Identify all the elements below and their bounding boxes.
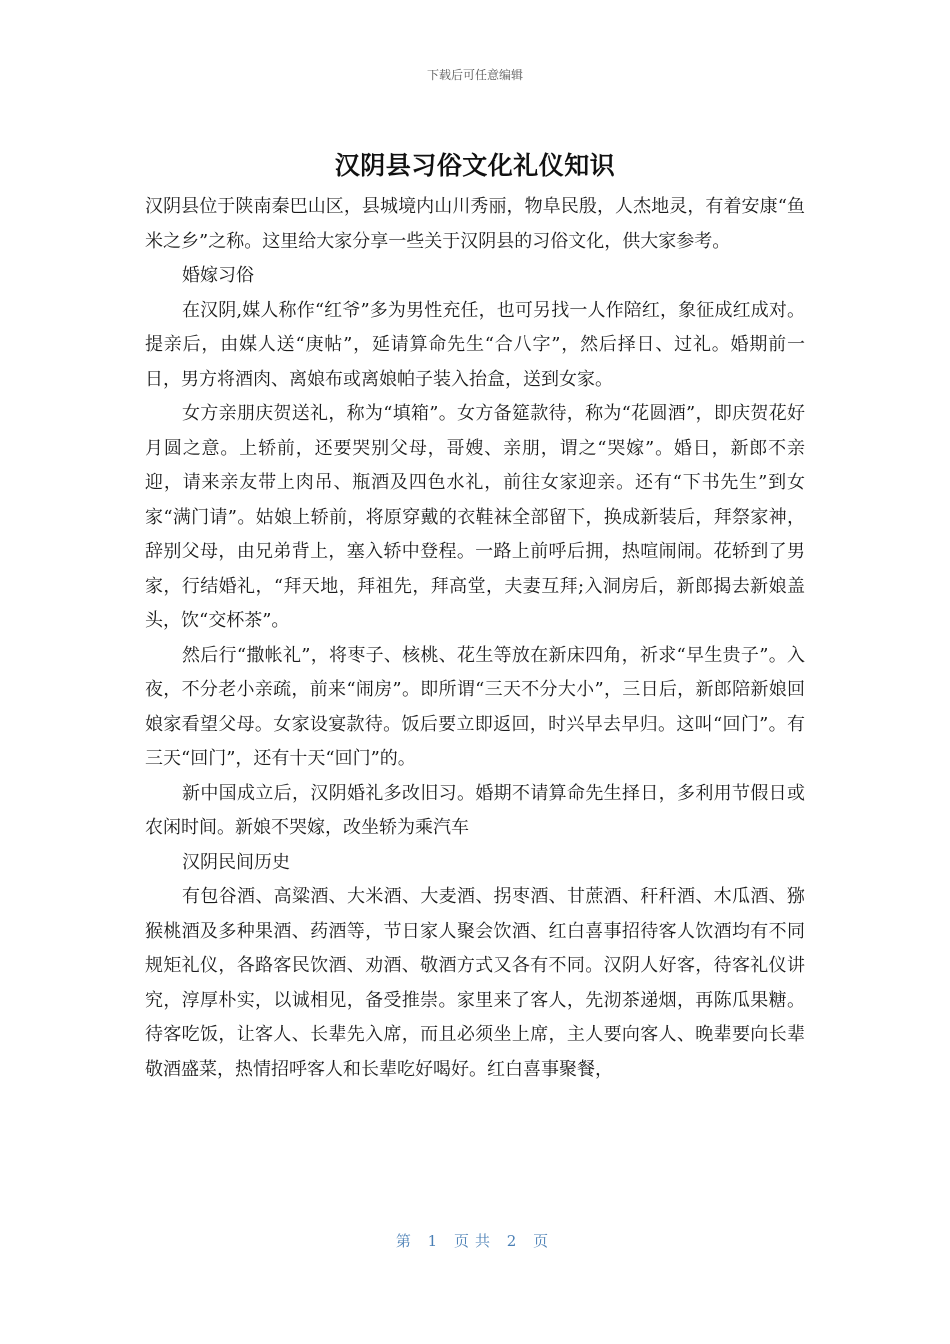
paragraph-liquor-customs: 有包谷酒、高粱酒、大米酒、大麦酒、拐枣酒、甘蔗酒、秆秆酒、木瓜酒、猕猴桃酒及多种果酒、药酒等，节日家人聚会饮酒、红白喜事招待客人饮酒均有不同规矩礼仪，各路客民饮酒、劝酒、敬酒方式又各有不同。汉阴人好客，待客礼仪讲究，淳厚朴实，以诚相见，备受推崇。家里来了客人，先沏茶递烟，再陈瓜果糖。待客吃饭，让客人、长辈先入席，而且必须坐上席，主人要向客人、晚辈要向长辈敬酒盛菜，热情招呼客人和长辈吃好喝好。红白喜事聚餐， [145, 886, 805, 1080]
document-title: 汉阴县习俗文化礼仪知识 [334, 151, 616, 180]
section-heading-wedding: 婚嫁习俗 [182, 265, 254, 286]
page-middle: 页共 [453, 1232, 496, 1250]
page-number [0, 1230, 950, 1251]
page-suffix: 页 [533, 1232, 555, 1250]
document-body [145, 190, 805, 1087]
paragraph-bride-family: 女方亲朋庆贺送礼，称为“填箱”。女方备筵款待，称为“花圆酒”，即庆贺花好月圆之意。上轿前，还要哭别父母，哥嫂、亲朋，谓之“哭嫁”。婚日，新郎不亲迎，请来亲友带上肉吊、瓶酒及四色水礼，前往女家迎亲。还有“下书先生”到女家“满门请”。姑娘上轿前，将原穿戴的衣鞋袜全部留下，换成新装后，拜祭家神，辞别父母，由兄弟背上，塞入轿中登程。一路上前呼后拥，热喧闹闹。花轿到了男家，行结婚礼，“拜天地，拜祖先，拜高堂，夫妻互拜;入洞房后，新郎揭去新娘盖头，饮“交杯茶”。 [145, 403, 805, 631]
intro-paragraph: 汉阴县位于陕南秦巴山区，县城境内山川秀丽，物阜民殷，人杰地灵，有着安康“鱼米之乡”之称。这里给大家分享一些关于汉阴县的习俗文化，供大家参考。 [145, 196, 805, 252]
page-total: 2 [506, 1232, 523, 1250]
paragraph-ceremony: 然后行“撒帐礼”，将枣子、核桃、花生等放在新床四角，祈求“早生贵子”。入夜，不分老小亲疏，前来“闹房”。即所谓“三天不分大小”，三日后，新郎陪新娘回娘家看望父母。女家设宴款待。饭后要立即返回，时兴早去早归。这叫“回门”。有三天“回门”，还有十天“回门”的。 [145, 644, 805, 769]
paragraph-modern-wedding: 新中国成立后，汉阴婚礼多改旧习。婚期不请算命先生择日，多利用节假日或农闲时间。新娘不哭嫁，改坐轿为乘汽车 [145, 782, 805, 838]
paragraph-matchmaker: 在汉阴,媒人称作“红爷”多为男性充任，也可另找一人作陪红，象征成红成对。提亲后，由媒人送“庚帖”，延请算命先生“合八字”，然后择日、过礼。婚期前一日，男方将酒肉、离娘布或离娘帕子装入抬盒，送到女家。 [145, 299, 805, 390]
page-current: 1 [427, 1232, 444, 1250]
header-note: 下载后可任意编辑 [426, 68, 523, 82]
page-prefix: 第 [395, 1232, 417, 1250]
section-heading-history: 汉阴民间历史 [182, 851, 290, 873]
